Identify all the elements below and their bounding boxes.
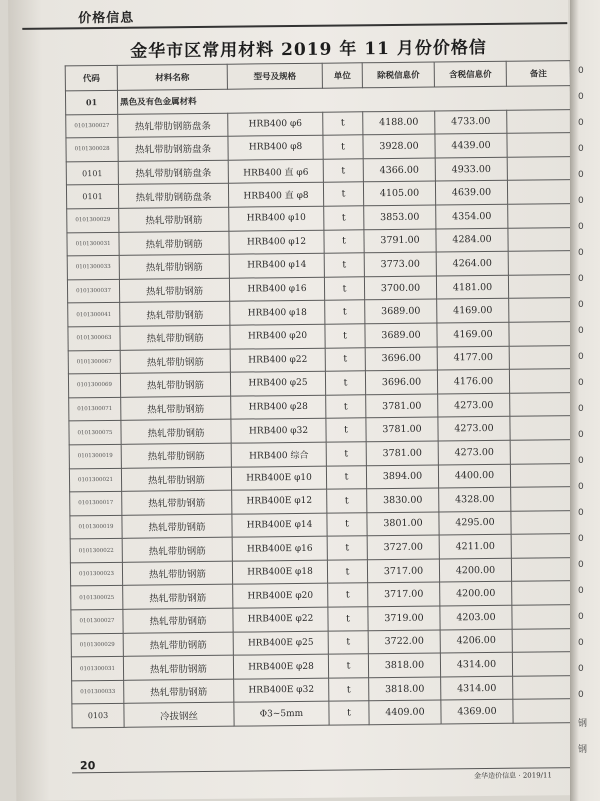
adjacent-page-fragment: 0 [578, 534, 584, 544]
row-code: 0101300071 [69, 397, 121, 421]
adjacent-page-fragment: 0 [578, 586, 584, 596]
row-code: 0101300019 [70, 515, 122, 539]
row-ex-tax-price: 3781.00 [366, 394, 438, 418]
row-ex-tax-price: 4409.00 [369, 700, 441, 724]
row-remark [510, 463, 574, 487]
page-number: 20 [79, 759, 96, 773]
row-ex-tax-price: 3773.00 [364, 252, 436, 276]
row-remark [511, 534, 575, 558]
row-unit: t [327, 560, 367, 584]
row-unit: t [326, 465, 366, 489]
row-spec: HRB400E φ28 [233, 654, 328, 679]
row-ex-tax-price: 3894.00 [366, 465, 438, 489]
row-ex-tax-price: 3717.00 [367, 559, 439, 583]
row-material-name: 热轧带肋钢筋 [120, 325, 230, 350]
row-material-name: 热轧带肋钢筋 [120, 372, 230, 397]
row-remark [507, 156, 571, 180]
adjacent-page-edge [570, 0, 600, 801]
row-material-name: 热轧带肋钢筋 [121, 467, 231, 492]
row-remark [511, 510, 575, 534]
col-header-unit: 单位 [322, 63, 362, 88]
row-spec: HRB400 φ32 [231, 419, 326, 444]
row-spec: HRB400 φ28 [231, 395, 326, 420]
row-code: 0101300063 [68, 326, 120, 350]
row-inc-tax-price: 4177.00 [437, 346, 509, 370]
row-material-name: 热轧带肋钢筋 [121, 443, 231, 468]
row-remark [512, 581, 576, 605]
row-ex-tax-price: 3791.00 [364, 229, 436, 253]
row-material-name: 热轧带肋钢筋盘条 [118, 184, 228, 209]
row-ex-tax-price: 3830.00 [367, 488, 439, 512]
row-material-name: 热轧带肋钢筋盘条 [118, 113, 228, 138]
adjacent-page-fragment: 0 [578, 66, 584, 76]
row-ex-tax-price: 3928.00 [363, 134, 435, 158]
row-inc-tax-price: 4169.00 [437, 322, 509, 346]
row-remark [508, 251, 572, 275]
row-code: 0101300023 [70, 562, 122, 586]
row-spec: HRB400 φ22 [230, 348, 325, 373]
row-inc-tax-price: 4200.00 [439, 558, 511, 582]
row-spec: HRB400 φ8 [228, 135, 323, 160]
row-material-name: 热轧带肋钢筋 [121, 420, 231, 445]
row-code: 0101300033 [67, 256, 119, 280]
row-unit: t [327, 536, 367, 560]
row-remark [510, 440, 574, 464]
row-spec: HRB400E φ22 [233, 607, 328, 632]
row-unit: t [323, 111, 363, 135]
row-material-name: 热轧带肋钢筋 [122, 514, 232, 539]
row-spec: HRB400 直 φ6 [228, 159, 323, 184]
row-code: 0101300022 [70, 539, 122, 563]
row-code: 0101300033 [72, 680, 124, 704]
row-remark [513, 699, 577, 723]
row-remark [512, 605, 576, 629]
adjacent-page-fragment: 0 [578, 690, 584, 700]
adjacent-page-fragment: 0 [578, 560, 584, 570]
adjacent-page-fragment: 0 [578, 326, 584, 336]
row-unit: t [328, 607, 368, 631]
row-unit: t [329, 678, 369, 702]
row-remark [508, 204, 572, 228]
row-code: 0101300029 [71, 633, 123, 657]
row-inc-tax-price: 4314.00 [440, 653, 512, 677]
row-inc-tax-price: 4439.00 [435, 133, 507, 157]
row-inc-tax-price: 4400.00 [438, 464, 510, 488]
row-inc-tax-price: 4639.00 [435, 181, 507, 205]
row-inc-tax-price: 4284.00 [436, 228, 508, 252]
row-code: 0101300031 [71, 657, 123, 681]
row-remark [509, 298, 573, 322]
running-header [22, 0, 567, 30]
row-material-name: 冷拔钢丝 [124, 703, 234, 728]
row-ex-tax-price: 3818.00 [368, 653, 440, 677]
row-unit: t [323, 135, 363, 159]
row-ex-tax-price: 3727.00 [367, 535, 439, 559]
row-unit: t [328, 630, 368, 654]
row-material-name: 热轧带肋钢筋盘条 [118, 136, 228, 161]
adjacent-page-fragment: 0 [578, 118, 584, 128]
col-header-inc-tax: 含税信息价 [434, 61, 506, 87]
row-spec: HRB400 φ20 [230, 324, 325, 349]
row-code: 0101 [66, 161, 118, 185]
row-ex-tax-price: 3818.00 [369, 677, 441, 701]
row-material-name: 热轧带肋钢筋 [119, 278, 229, 303]
adjacent-page-fragment: 0 [578, 482, 584, 492]
row-code: 0101300037 [67, 279, 119, 303]
row-spec: HRB400 φ6 [228, 112, 323, 137]
row-unit: t [328, 654, 368, 678]
row-ex-tax-price: 3853.00 [364, 205, 436, 229]
adjacent-page-fragment: 0 [578, 612, 584, 622]
row-code: 0101300019 [69, 444, 121, 468]
row-code: 0101300041 [68, 303, 120, 327]
row-inc-tax-price: 4273.00 [438, 393, 510, 417]
row-unit: t [326, 418, 366, 442]
adjacent-page-fragment: 0 [578, 248, 584, 258]
row-code: 0101 [66, 185, 118, 209]
row-code: 0101300027 [66, 114, 118, 138]
row-ex-tax-price: 3689.00 [365, 299, 437, 323]
row-remark [507, 133, 571, 157]
row-inc-tax-price: 4203.00 [440, 605, 512, 629]
row-unit: t [328, 583, 368, 607]
row-spec: HRB400E φ10 [231, 466, 326, 491]
row-code: 0101300029 [67, 208, 119, 232]
row-ex-tax-price: 3696.00 [365, 370, 437, 394]
row-code: 0101300021 [69, 468, 121, 492]
row-code: 0101300028 [66, 138, 118, 162]
row-unit: t [327, 512, 367, 536]
row-spec: HRB400 φ14 [229, 253, 324, 278]
row-spec: HRB400E φ20 [233, 584, 328, 609]
adjacent-page-fragment: 0 [578, 378, 584, 388]
row-unit: t [326, 442, 366, 466]
row-inc-tax-price: 4169.00 [437, 299, 509, 323]
row-spec: HRB400 φ10 [229, 206, 324, 231]
row-code: 0101300031 [67, 232, 119, 256]
row-unit: t [324, 206, 364, 230]
row-remark [512, 628, 576, 652]
row-inc-tax-price: 4181.00 [436, 275, 508, 299]
row-remark [508, 227, 572, 251]
row-ex-tax-price: 3717.00 [368, 582, 440, 606]
row-code: 0101300027 [71, 609, 123, 633]
row-spec: HRB400 φ25 [230, 371, 325, 396]
row-inc-tax-price: 4273.00 [438, 417, 510, 441]
row-ex-tax-price: 3801.00 [367, 512, 439, 536]
row-remark [507, 180, 571, 204]
row-material-name: 热轧带肋钢筋 [122, 490, 232, 515]
row-inc-tax-price: 4933.00 [435, 157, 507, 181]
row-ex-tax-price: 3700.00 [364, 276, 436, 300]
row-inc-tax-price: 4200.00 [440, 582, 512, 606]
row-material-name: 热轧带肋钢筋 [123, 632, 233, 657]
adjacent-page-fragment: 0 [578, 196, 584, 206]
row-remark [510, 416, 574, 440]
adjacent-page-fragment: 0 [578, 274, 584, 284]
row-code: 0101300025 [71, 586, 123, 610]
adjacent-page-fragment: 0 [578, 456, 584, 466]
row-material-name: 热轧带肋钢筋 [121, 396, 231, 421]
row-material-name: 热轧带肋钢筋 [123, 655, 233, 680]
row-ex-tax-price: 4188.00 [363, 111, 435, 135]
row-remark [507, 109, 571, 133]
row-code: 0101300017 [70, 491, 122, 515]
row-spec: HRB400E φ12 [232, 489, 327, 514]
row-unit: t [324, 277, 364, 301]
category-name: 黑色及有色金属材料 [117, 86, 570, 114]
row-inc-tax-price: 4354.00 [436, 204, 508, 228]
row-ex-tax-price: 3781.00 [366, 441, 438, 465]
row-ex-tax-price: 3722.00 [368, 630, 440, 654]
row-ex-tax-price: 4105.00 [363, 181, 435, 205]
col-header-name: 材料名称 [117, 64, 227, 90]
row-remark [513, 675, 577, 699]
row-material-name: 热轧带肋钢筋 [122, 561, 232, 586]
row-spec: HRB400 φ18 [230, 301, 325, 326]
adjacent-page-fragment: 0 [578, 638, 584, 648]
adjacent-page-fragment: 0 [578, 144, 584, 154]
row-code: 0101300069 [68, 373, 120, 397]
row-ex-tax-price: 3719.00 [368, 606, 440, 630]
adjacent-page-fragment: 0 [578, 430, 584, 440]
document-page [8, 0, 576, 801]
row-remark [511, 487, 575, 511]
row-unit: t [325, 324, 365, 348]
row-remark [508, 274, 572, 298]
row-spec: HRB400E φ25 [233, 631, 328, 656]
row-spec: Φ3~5mm [234, 702, 329, 727]
row-spec: HRB400E φ14 [232, 513, 327, 538]
col-header-remark: 备注 [506, 61, 570, 87]
adjacent-page-fragment: 0 [578, 664, 584, 674]
row-inc-tax-price: 4206.00 [440, 629, 512, 653]
row-unit: t [325, 347, 365, 371]
col-header-code: 代码 [65, 65, 117, 91]
row-spec: HRB400 综合 [231, 442, 326, 467]
row-spec: HRB400 φ16 [229, 277, 324, 302]
adjacent-page-fragment: 0 [578, 404, 584, 414]
adjacent-page-fragment: 0 [578, 352, 584, 362]
row-material-name: 热轧带肋钢筋 [119, 254, 229, 279]
adjacent-page-fragment: 0 [578, 508, 584, 518]
row-remark [509, 369, 573, 393]
row-inc-tax-price: 4369.00 [441, 700, 513, 724]
adjacent-page-fragment: 0 [578, 300, 584, 310]
row-inc-tax-price: 4314.00 [441, 676, 513, 700]
row-material-name: 热轧带肋钢筋 [123, 585, 233, 610]
row-unit: t [325, 300, 365, 324]
row-spec: HRB400 直 φ8 [228, 183, 323, 208]
row-spec: HRB400E φ32 [234, 678, 329, 703]
category-code: 01 [65, 90, 117, 114]
row-remark [512, 652, 576, 676]
row-inc-tax-price: 4273.00 [438, 440, 510, 464]
row-code: 0101300067 [68, 350, 120, 374]
publication-footer: 金华造价信息 · 2019/11 [474, 771, 552, 781]
row-inc-tax-price: 4733.00 [435, 110, 507, 134]
row-inc-tax-price: 4211.00 [439, 535, 511, 559]
row-material-name: 热轧带肋钢筋 [119, 207, 229, 232]
row-unit: t [324, 229, 364, 253]
row-inc-tax-price: 4328.00 [439, 487, 511, 511]
price-table [65, 60, 578, 728]
row-remark [509, 322, 573, 346]
row-unit: t [325, 371, 365, 395]
row-material-name: 热轧带肋钢筋 [123, 608, 233, 633]
row-code: 0101300075 [69, 421, 121, 445]
row-unit: t [329, 701, 369, 725]
col-header-spec: 型号及规格 [227, 63, 322, 89]
row-unit: t [324, 253, 364, 277]
row-unit: t [323, 159, 363, 183]
section-header: 价格信息 [78, 10, 135, 27]
row-unit: t [323, 182, 363, 206]
row-ex-tax-price: 3689.00 [365, 323, 437, 347]
row-inc-tax-price: 4264.00 [436, 251, 508, 275]
adjacent-page-fragment: 0 [578, 222, 584, 232]
row-ex-tax-price: 3696.00 [365, 347, 437, 371]
row-material-name: 热轧带肋钢筋 [124, 679, 234, 704]
col-header-ex-tax: 除税信息价 [362, 62, 434, 88]
row-inc-tax-price: 4295.00 [439, 511, 511, 535]
row-ex-tax-price: 3781.00 [366, 417, 438, 441]
row-material-name: 热轧带肋钢筋 [120, 302, 230, 327]
page-title: 金华市区常用材料 2019 年 11 月份价格信息 [130, 37, 487, 62]
row-material-name: 热轧带肋钢筋盘条 [118, 160, 228, 185]
row-spec: HRB400E φ18 [232, 560, 327, 585]
row-remark [509, 345, 573, 369]
row-material-name: 热轧带肋钢筋 [120, 349, 230, 374]
adjacent-page-fragment: 0 [578, 170, 584, 180]
row-material-name: 热轧带肋钢筋 [122, 537, 232, 562]
row-remark [510, 392, 574, 416]
row-inc-tax-price: 4176.00 [437, 369, 509, 393]
row-ex-tax-price: 4366.00 [363, 158, 435, 182]
adjacent-page-fragment: 0 [578, 92, 584, 102]
adjacent-page-fragment: 钢 [578, 719, 588, 729]
row-remark [511, 557, 575, 581]
row-unit: t [327, 489, 367, 513]
row-code: 0103 [72, 704, 124, 728]
table-row [72, 699, 577, 728]
row-spec: HRB400E φ16 [232, 536, 327, 561]
row-spec: HRB400 φ12 [229, 230, 324, 255]
row-unit: t [326, 394, 366, 418]
adjacent-page-fragment: 钢 [578, 745, 588, 755]
row-material-name: 热轧带肋钢筋 [119, 231, 229, 256]
